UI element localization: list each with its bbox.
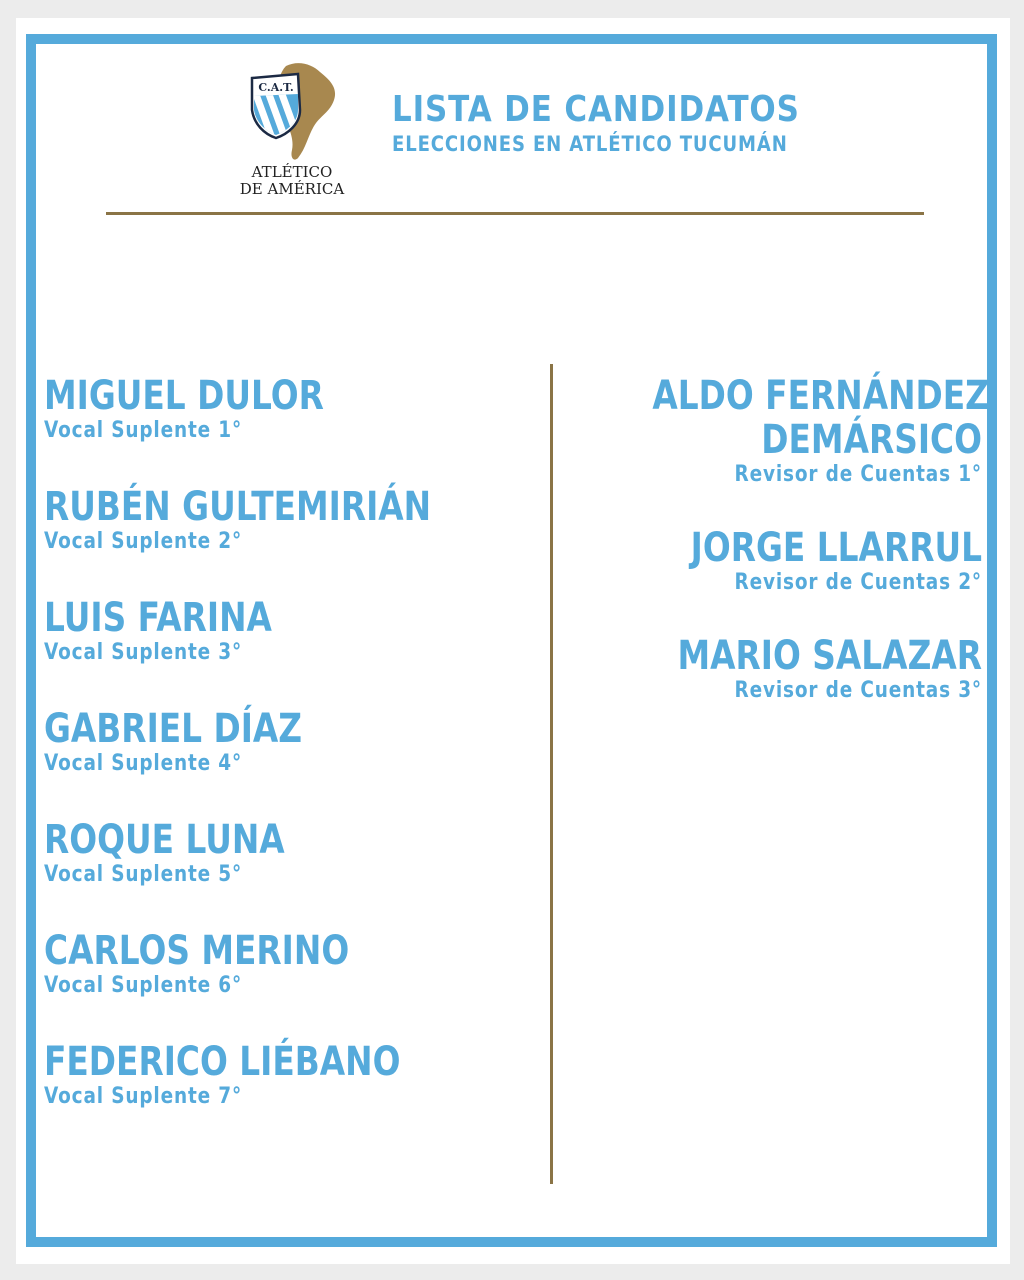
candidates-left-column (44, 374, 544, 1151)
candidate-role: Vocal Suplente 7° (44, 1084, 243, 1109)
candidate-role: Vocal Suplente 6° (44, 973, 243, 998)
candidate-name: LUIS FARINA (44, 595, 272, 641)
candidate-name: CARLOS MERINO (44, 928, 350, 974)
candidate-item (44, 596, 544, 666)
candidate-role: Revisor de Cuentas 1° (734, 462, 982, 487)
crest-badge-text: C.A.T. (258, 81, 294, 94)
candidate-role: Vocal Suplente 1° (44, 418, 243, 443)
column-divider (550, 364, 553, 1184)
candidate-name-line1: ALDO FERNÁNDEZ (652, 373, 989, 419)
candidate-name: MIGUEL DULOR (44, 373, 324, 419)
club-logo (222, 60, 362, 200)
south-america-crest-icon (246, 60, 338, 164)
candidate-name: GABRIEL DÍAZ (44, 706, 303, 752)
candidate-item (44, 374, 544, 444)
candidate-role: Vocal Suplente 4° (44, 751, 243, 776)
candidate-role: Vocal Suplente 2° (44, 529, 243, 554)
candidate-item (580, 526, 982, 596)
candidate-item (44, 1040, 544, 1110)
candidate-name: ROQUE LUNA (44, 817, 285, 863)
logo-caption-line1: ATLÉTICO (251, 163, 333, 181)
page-subtitle: ELECCIONES EN ATLÉTICO TUCUMÁN (392, 132, 788, 156)
candidate-item (44, 929, 544, 999)
candidate-item (580, 634, 982, 704)
candidate-item (580, 373, 989, 488)
header-divider (106, 212, 924, 215)
candidate-role: Revisor de Cuentas 3° (734, 678, 982, 703)
candidate-role: Vocal Suplente 5° (44, 862, 243, 887)
candidate-role: Vocal Suplente 3° (44, 640, 243, 665)
candidate-name: FEDERICO LIÉBANO (44, 1039, 401, 1085)
candidate-name: MARIO SALAZAR (677, 633, 982, 679)
page-title: LISTA DE CANDIDATOS (392, 89, 800, 130)
candidate-name-line2: DEMÁRSICO (761, 417, 982, 463)
candidate-name: RUBÉN GULTEMIRIÁN (44, 484, 432, 530)
candidate-item (44, 707, 544, 777)
candidate-item (44, 485, 544, 555)
candidate-item (44, 818, 544, 888)
candidate-name: JORGE LLARRUL (690, 525, 982, 571)
candidate-role: Revisor de Cuentas 2° (734, 570, 982, 595)
logo-caption-line2: DE AMÉRICA (239, 180, 345, 198)
header (392, 88, 832, 156)
logo-caption (222, 164, 362, 198)
candidates-right-column (580, 373, 989, 742)
